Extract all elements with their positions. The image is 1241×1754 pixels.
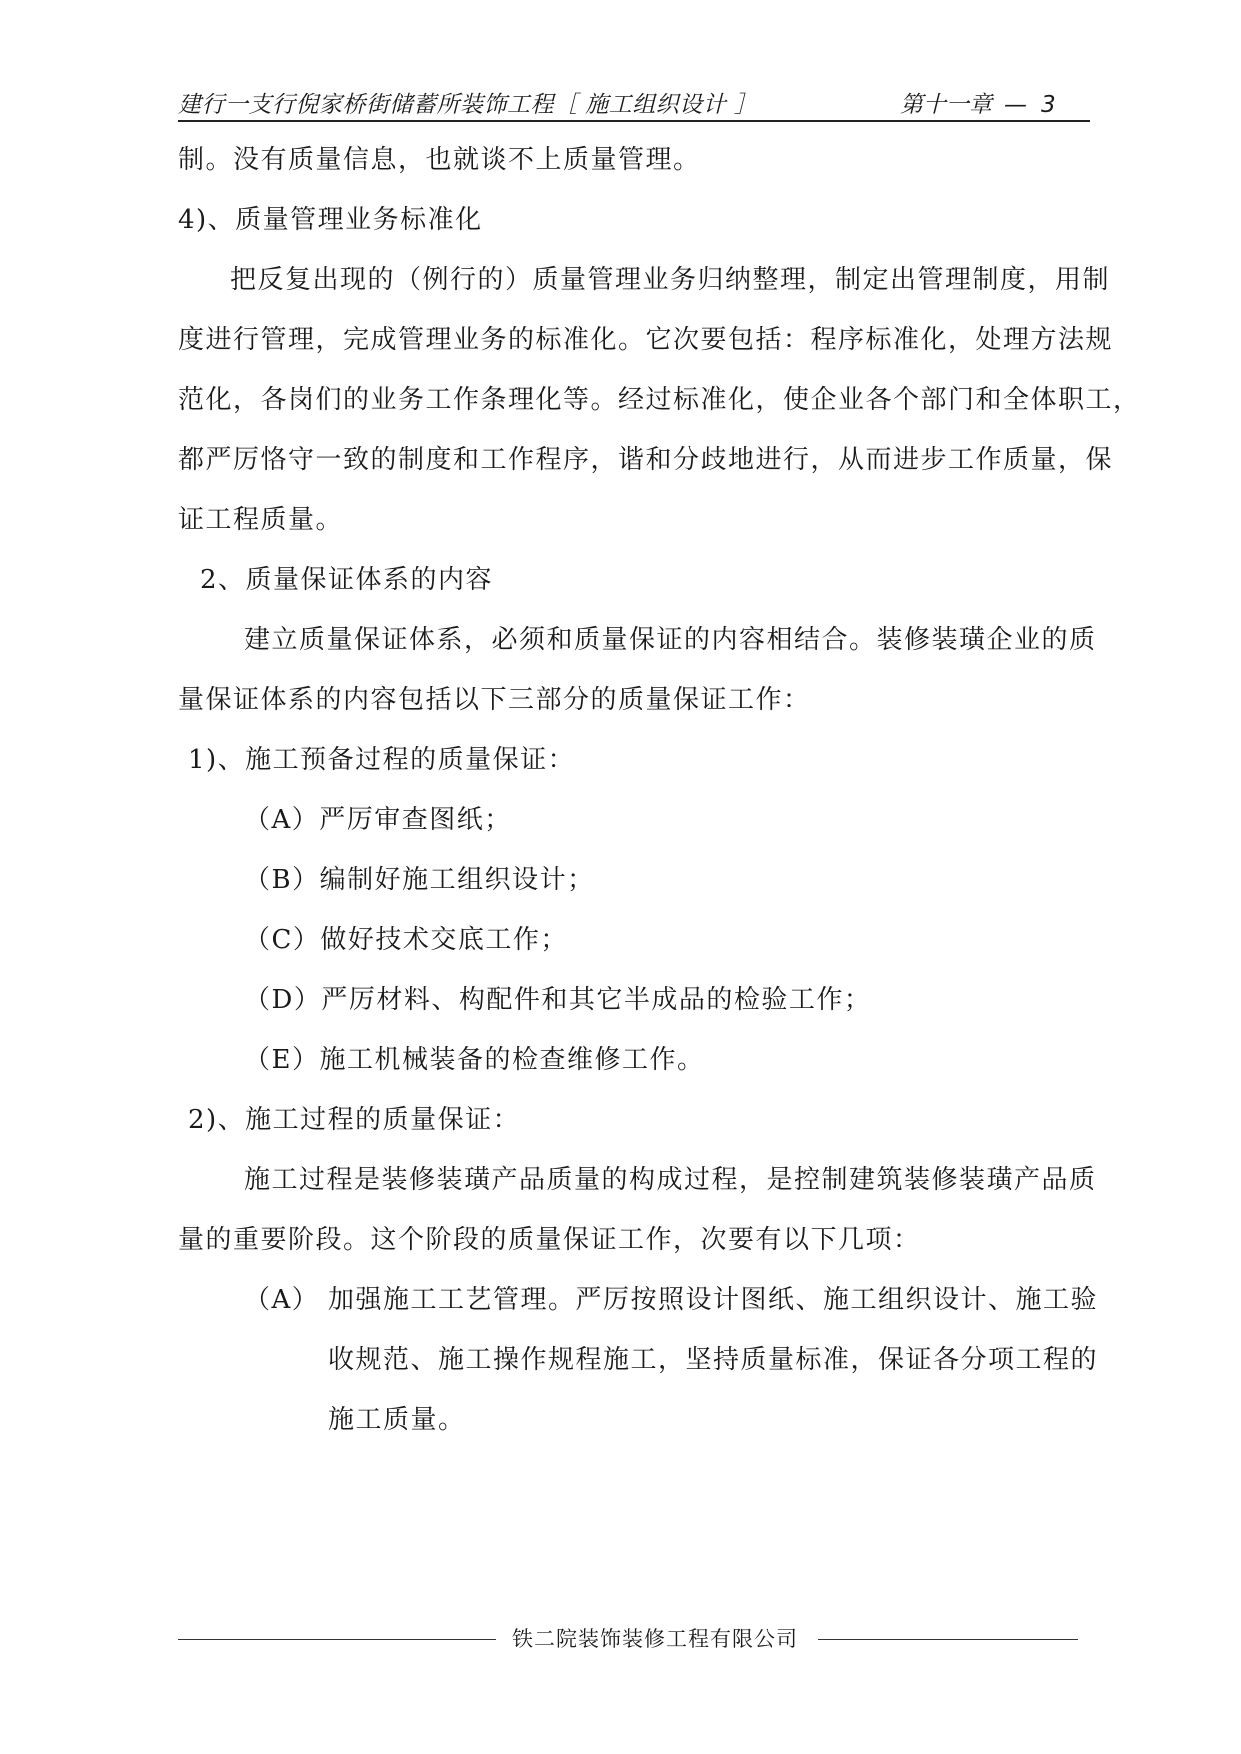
list-item-marker: （A） — [244, 1285, 320, 1315]
page-number: 3 — [1041, 92, 1056, 118]
list-item: （E）施工机械装备的检查维修工作。 — [244, 1045, 705, 1075]
list-item: （D）严厉材料、构配件和其它半成品的检验工作； — [244, 985, 872, 1015]
section-heading: 4)、质量管理业务标准化 — [178, 205, 483, 235]
footer-rule — [178, 1639, 496, 1640]
body-line: 把反复出现的（例行的）质量管理业务归纳整理，制定出管理制度，用制 — [230, 265, 1111, 295]
list-item: 加强施工工艺管理。严厉按照设计图纸、施工组织设计、施工验 — [328, 1285, 1099, 1315]
body-line: 建立质量保证体系，必须和质量保证的内容相结合。装修装璜企业的质 — [244, 625, 1097, 655]
section-heading: 1)、施工预备过程的质量保证： — [188, 745, 576, 775]
chapter-label: 第十一章 — [900, 92, 992, 118]
footer-rule — [818, 1639, 1078, 1640]
page-header — [178, 82, 1090, 122]
body-line: 度进行管理，完成管理业务的标准化。它次要包括：程序标准化，处理方法规 — [178, 325, 1114, 355]
list-item: 收规范、施工操作规程施工，坚持质量标准，保证各分项工程的 — [328, 1345, 1099, 1375]
document-title: 建行一支行倪家桥街储蓄所装饰工程［ 施工组织设计 ］ — [178, 92, 758, 118]
section-heading: 2、质量保证体系的内容 — [200, 565, 494, 595]
chapter-page-label — [900, 86, 1056, 119]
body-line: 制。没有质量信息，也就谈不上质量管理。 — [178, 145, 701, 175]
page-footer — [0, 1622, 1241, 1656]
header-dash: — — [1004, 92, 1027, 118]
body-line: 施工过程是装修装璜产品质量的构成过程，是控制建筑装修装璜产品质 — [244, 1165, 1097, 1195]
body-line: 范化，各岗们的业务工作条理化等。经过标准化，使企业各个部门和全体职工， — [178, 385, 1141, 415]
body-line: 都严厉恪守一致的制度和工作程序，谐和分歧地进行，从而进步工作质量，保 — [178, 445, 1114, 475]
list-item: 施工质量。 — [328, 1405, 466, 1435]
company-name: 铁二院装饰装修工程有限公司 — [512, 1627, 798, 1651]
list-item: （A）严厉审查图纸； — [244, 805, 512, 835]
list-item: （B）编制好施工组织设计； — [244, 865, 595, 895]
body-line: 证工程质量。 — [178, 505, 344, 535]
body-line: 量的重要阶段。这个阶段的质量保证工作，次要有以下几项： — [178, 1225, 921, 1255]
list-item: （C）做好技术交底工作； — [244, 925, 568, 955]
section-heading: 2)、施工过程的质量保证： — [188, 1105, 521, 1135]
body-line: 量保证体系的内容包括以下三部分的质量保证工作： — [178, 685, 811, 715]
